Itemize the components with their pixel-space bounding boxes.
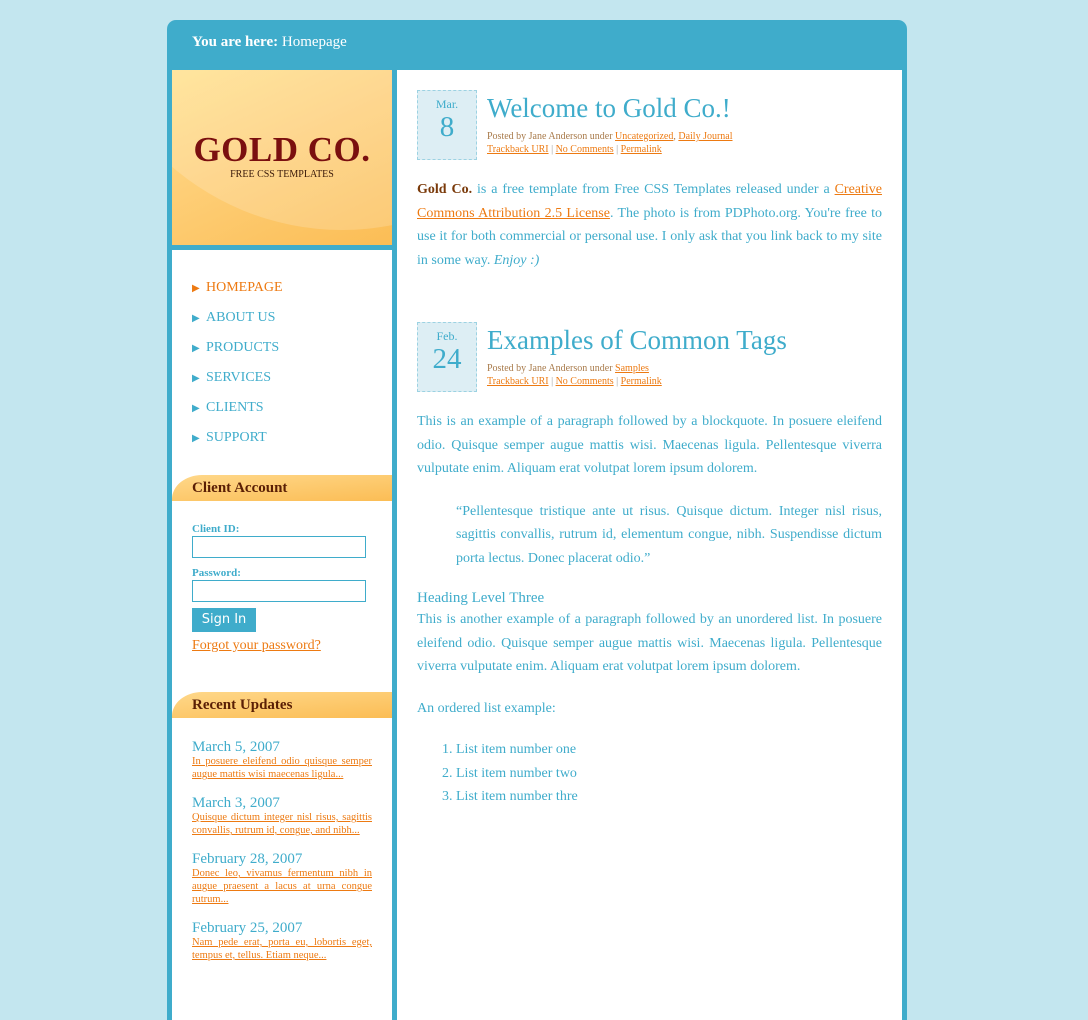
update-date: February 28, 2007 — [192, 851, 303, 867]
category-link[interactable]: Uncategorized — [615, 131, 674, 142]
breadcrumb-prefix: You are here: — [192, 34, 279, 50]
menu-item-homepage[interactable] — [192, 280, 392, 310]
update-link[interactable]: Donec leo, vivamus fermentum nibh in augue praesent a lacus at urna congue rutrum... — [192, 868, 372, 905]
arrow-icon: ▶​ — [192, 283, 200, 294]
update-item — [192, 920, 372, 962]
menu-link-products[interactable]: PRODUCTS — [206, 340, 280, 355]
logo-name: GOLD CO. — [193, 130, 371, 169]
trackback-link[interactable]: Trackback URI — [487, 376, 549, 387]
posted-by: Posted by Jane Anderson under — [487, 131, 613, 142]
post — [417, 322, 882, 809]
password-label: Password: — [192, 567, 241, 579]
post-paragraph: Gold Co. is a free template from Free CSS Templates released under a Creative Commons Attribution 2.5 License. The photo is from PDPhoto.org. You're free to use it for both commercial or personal use. I only ask that you link back to my site in some way. Enjoy :) — [417, 182, 883, 268]
menu-item-about-us[interactable] — [192, 310, 392, 340]
post-paragraph: An ordered list example: — [417, 700, 556, 716]
logo[interactable] — [172, 70, 392, 250]
ordered-list — [456, 738, 882, 809]
menu-item-products[interactable] — [192, 340, 392, 370]
trackback-link[interactable]: Trackback URI — [487, 144, 549, 155]
menu-item-support[interactable] — [192, 430, 392, 460]
permalink-link[interactable]: Permalink — [620, 376, 662, 387]
post-date-box — [417, 322, 477, 392]
logo-tagline: FREE CSS TEMPLATES — [230, 169, 334, 180]
menu-link-about-us[interactable]: ABOUT US — [206, 310, 276, 325]
update-link[interactable]: In posuere eleifend odio quisque semper augue mattis wisi maecenas ligula... — [192, 756, 372, 780]
main-menu — [172, 250, 392, 475]
client-id-input[interactable] — [192, 536, 366, 558]
client-id-label: Client ID: — [192, 523, 240, 535]
arrow-icon: ▶ — [192, 313, 200, 324]
arrow-icon: ▶ — [192, 343, 200, 354]
post-meta: Posted by Jane Anderson under Uncategorized, Daily Journal Trackback URI | No Comments | Permalink — [487, 131, 733, 155]
breadcrumb — [167, 20, 907, 70]
menu-item-services[interactable] — [192, 370, 392, 400]
breadcrumb-current: Homepage — [281, 34, 347, 50]
post-header — [417, 322, 882, 392]
update-item — [192, 739, 372, 781]
update-date: March 5, 2007 — [192, 739, 280, 755]
recent-updates-title: Recent Updates — [172, 692, 392, 718]
post-paragraph: This is another example of a paragraph followed by an unordered list. In posuere eleifend odio. Quisque semper augue mattis wisi. Maecenas ligula. Pellentesque viverra vulputate enim. Aliquam erat volutpat lorem ipsum dolorem. — [417, 612, 882, 674]
update-item — [192, 795, 372, 837]
post-paragraph: This is an example of a paragraph followed by a blockquote. In posuere eleifend odio. Quisque semper augue mattis wisi. Maecenas ligula. Pellentesque viverra vulputate enim. Aliquam erat volutpat lorem ipsum dolorem. — [417, 414, 882, 476]
sidebar — [172, 70, 392, 1020]
password-input[interactable] — [192, 580, 366, 602]
posted-by: Posted by Jane Anderson under — [487, 363, 613, 374]
post-title[interactable]: Welcome to Gold Co.! — [487, 93, 731, 123]
blockquote: “Pellentesque tristique ante ut risus. Quisque dictum. Integer nisl risus, sagittis convallis, rutrum id, elementum congue, nibh. Suspendisse dictum porta lectus. Donec placerat odio.” — [456, 503, 882, 566]
recent-updates-list — [172, 718, 392, 962]
post-entry — [417, 410, 882, 809]
post-meta: Posted by Jane Anderson under Samples Trackback URI | No Comments | Permalink — [487, 363, 662, 387]
menu-link-support[interactable]: SUPPORT — [206, 430, 267, 445]
arrow-icon: ▶ — [192, 403, 200, 414]
post-header — [417, 90, 882, 160]
comments-link[interactable]: No Comments — [555, 376, 614, 387]
list-item: 3. List item number thre — [456, 785, 882, 809]
post-title[interactable]: Examples of Common Tags — [487, 325, 787, 355]
forgot-password-link[interactable]: Forgot your password? — [192, 638, 321, 653]
list-item: 2. List item number two — [456, 762, 882, 786]
client-account-title: Client Account — [172, 475, 392, 501]
heading-level-three: Heading Level Three — [417, 590, 545, 606]
main-content — [397, 70, 902, 1020]
permalink-link[interactable]: Permalink — [620, 144, 662, 155]
update-date: March 3, 2007 — [192, 795, 280, 811]
category-link[interactable]: Samples — [615, 363, 649, 374]
post — [417, 90, 882, 272]
post-strong: Gold Co. — [417, 182, 473, 197]
update-link[interactable]: Nam pede erat, porta eu, lobortis eget, tempus et, tellus. Etiam neque... — [192, 937, 372, 961]
license-link[interactable]: Creative Commons Attribution 2.5 License — [417, 182, 882, 221]
post-month: Mar. — [435, 97, 459, 111]
update-date: February 25, 2007 — [192, 920, 303, 936]
update-item — [192, 851, 372, 906]
arrow-icon: ▶ — [192, 373, 200, 384]
post-day: 24 — [432, 343, 462, 375]
sign-in-button[interactable]: Sign In — [192, 608, 256, 632]
menu-link-clients[interactable]: CLIENTS — [206, 400, 264, 415]
menu-item-clients[interactable] — [192, 400, 392, 430]
page-wrapper — [167, 20, 907, 1020]
menu-link-homepage[interactable]: HOMEPAGE — [206, 280, 283, 295]
list-item: 1. List item number one — [456, 738, 882, 762]
post-day: 8 — [439, 111, 455, 143]
post-month: Feb. — [436, 329, 458, 343]
post-date-box — [417, 90, 477, 160]
category-link[interactable]: Daily Journal — [678, 131, 733, 142]
client-account-form — [172, 501, 392, 692]
post-entry — [417, 178, 882, 272]
menu-link-services[interactable]: SERVICES — [206, 370, 272, 385]
update-link[interactable]: Quisque dictum integer nisl risus, sagittis convallis, rutrum id, congue, and nibh... — [192, 812, 372, 836]
comments-link[interactable]: No Comments — [555, 144, 614, 155]
arrow-icon: ▶ — [192, 433, 200, 444]
